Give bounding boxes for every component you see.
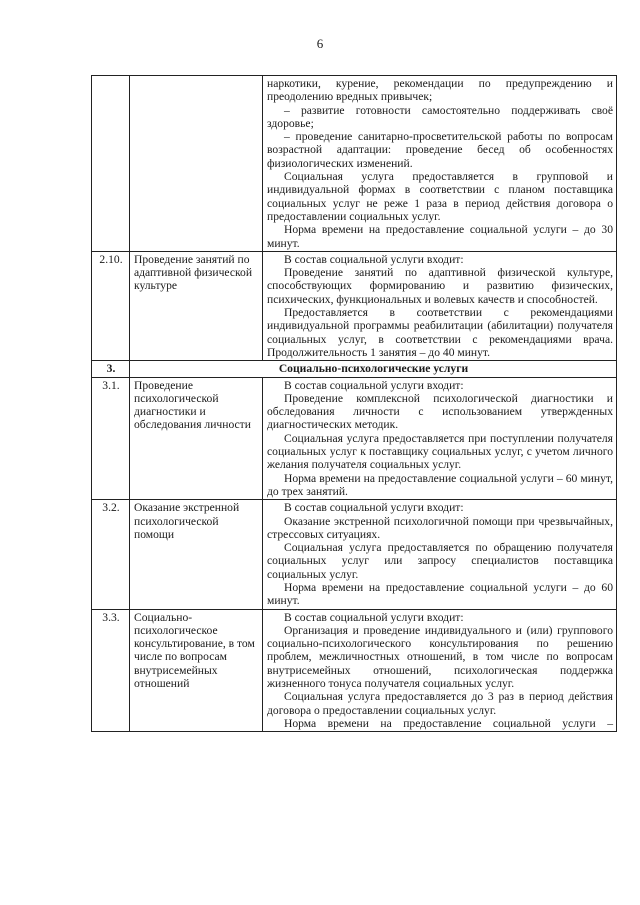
description-paragraph: В состав социальной услуги входит: xyxy=(284,252,464,266)
description-paragraph: Социальная услуга предоставляется в групповой и индивидуальной формах в соответствии с планом поставщика социальных услуг не реже 1 раза в период действия договора о предоставлении социальных услуг. xyxy=(267,170,613,223)
row-number: 3.2. xyxy=(92,500,130,609)
description-paragraph: – развитие готовности самостоятельно поддерживать своё здоровье; xyxy=(267,103,613,130)
table-row xyxy=(92,609,617,732)
description-paragraph: наркотики, курение, рекомендации по предупреждению и преодолению вредных привычек; xyxy=(267,77,613,104)
section-number: 3. xyxy=(92,361,130,377)
description-paragraph: Организация и проведение индивидуального и (или) группового социально-психологического консультирования по решению проблем, межличностных отношений, в том числе по вопросам внутрисемейных отношений, психологическая поддержка жизненного тонуса получателя социальных услуг. xyxy=(267,623,613,691)
table-row xyxy=(92,76,617,252)
service-name: Социально-психологическое консультирование, в том числе по вопросам внутрисемейных отношений xyxy=(130,609,263,732)
section-title: Социально-психологические услуги xyxy=(130,361,617,377)
description-paragraph: Проведение занятий по адаптивной физической культуре, способствующих формированию и развитию физических, психических, функциональных и волевых качеств и способностей. xyxy=(267,266,613,306)
table-row xyxy=(92,251,617,360)
description-paragraph: Оказание экстренной психологичной помощи при чрезвычайных, стрессовых ситуациях. xyxy=(267,514,613,541)
row-number: 3.1. xyxy=(92,377,130,500)
service-description xyxy=(263,251,617,360)
description-paragraph: Социальная услуга предоставляется при поступлении получателя социальных услуг к поставщику социальных услуг, с учетом личного желания получателя социальных услуг. xyxy=(267,431,613,472)
description-paragraph: Норма времени на предоставление социальной услуги – 60 минут, до трех занятий. xyxy=(267,471,613,498)
section-row xyxy=(92,361,617,377)
services-table xyxy=(91,75,617,732)
description-paragraph: Предоставляется в соответствии с рекомендациями индивидуальной программы реабилитации (абилитации) получателя социальных услуг, в соответствии с рекомендациями врача. Продолжительность 1 занятия – до 40 минут. xyxy=(267,306,613,359)
description-paragraph: Проведение комплексной психологической диагностики и обследования личности с использованием утвержденных диагностических методик. xyxy=(267,391,613,432)
service-name: Оказание экстренной психологической помощи xyxy=(130,500,263,609)
page-number: 6 xyxy=(316,36,324,51)
description-paragraph: Социальная услуга предоставляется по обращению получателя социальных услуг или запросу специалистов поставщика социальных услуг. xyxy=(267,541,613,581)
row-number xyxy=(92,76,130,252)
service-description xyxy=(263,76,617,252)
table-row xyxy=(92,500,617,609)
description-paragraph: – проведение санитарно-просветительской работы по вопросам возрастной адаптации: проведение бесед об особенностях физиологических изменений. xyxy=(267,130,613,170)
description-paragraph: В состав социальной услуги входит: xyxy=(284,610,464,624)
service-name xyxy=(130,76,263,252)
service-description xyxy=(263,500,617,609)
description-paragraph: Норма времени на предоставление социальной услуги – до 30 минут. xyxy=(267,223,613,250)
row-number: 3.3. xyxy=(92,609,130,732)
service-description xyxy=(263,609,617,732)
service-description xyxy=(263,377,617,500)
service-name: Проведение психологической диагностики и обследования личности xyxy=(130,377,263,500)
table-row xyxy=(92,377,617,500)
description-paragraph: Норма времени на предоставление социальной услуги – xyxy=(284,716,613,730)
description-paragraph: Социальная услуга предоставляется до 3 раз в период действия договора о предоставлении социальных услуг. xyxy=(267,690,613,717)
description-paragraph: В состав социальной услуги входит: xyxy=(284,501,464,515)
description-paragraph: Норма времени на предоставление социальной услуги – до 60 минут. xyxy=(267,580,613,608)
description-paragraph: В состав социальной услуги входит: xyxy=(284,378,464,392)
service-name: Проведение занятий по адаптивной физической культуре xyxy=(130,251,263,360)
row-number: 2.10. xyxy=(92,251,130,360)
